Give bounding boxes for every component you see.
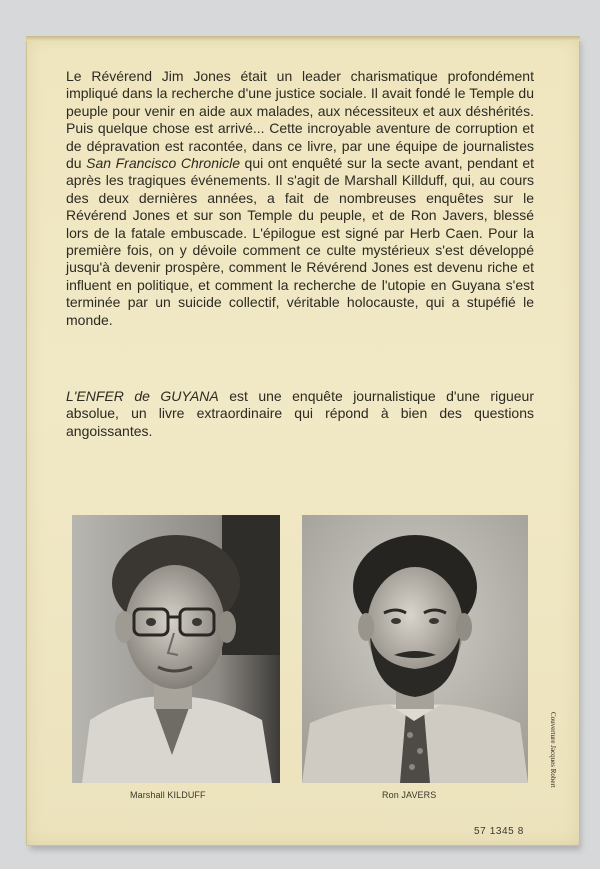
caption-marshall-kilduff: Marshall KILDUFF xyxy=(130,790,206,800)
author-photo-javers xyxy=(302,515,528,783)
caption-ron-javers: Ron JAVERS xyxy=(382,790,437,800)
blurb-paragraph-2: L'ENFER de GUYANA est une enquête journalistique d'une rigueur absolue, un livre extraordinaire qui répond à bien des questions angoissantes. xyxy=(66,388,534,439)
author-photo-kilduff xyxy=(72,515,280,783)
cover-credit-text: Couverture Jacques Robert xyxy=(549,712,557,788)
newspaper-name: San Francisco Chronicle xyxy=(86,155,240,172)
cover-credit xyxy=(548,712,558,822)
blurb-paragraph-1: Le Révérend Jim Jones était un leader charismatique profondément impliqué dans la recherche d'une justice sociale. Il avait fondé le Temple du peuple pour venir en aide aux malades, aux nécessiteux et aux déshérités. Puis quelque chose est arrivé... Cette incroyable aventure de corruption et de dépravation est racontée, dans ce livre, par une équipe de journalistes du San Francisco Chronicle qui ont enquêté sur la secte avant, pendant et après les tragiques événements. Il s'agit de Marshall Killduff, qui, au cours des deux dernières années, a fait de nombreuses enquêtes sur le Révérend Jones et sur son Temple du peuple, et de Ron Javers, blessé lors de la fatale embuscade. L'épilogue est signé par Herb Caen. Pour la première fois, on y dévoile comment ce culte mystérieux s'est développé jusqu'à devenir prospère, comment le Révérend Jones est devenu riche et influent en politique, et comment la recherche de l'utopie en Guyana s'est terminée par un suicide collectif, véritable holocauste, qui a stupéfié le monde. xyxy=(66,68,535,328)
book-title: L'ENFER de GUYANA xyxy=(66,388,219,404)
book-top-edge xyxy=(26,36,580,41)
catalog-number: 57 1345 8 xyxy=(474,826,524,837)
